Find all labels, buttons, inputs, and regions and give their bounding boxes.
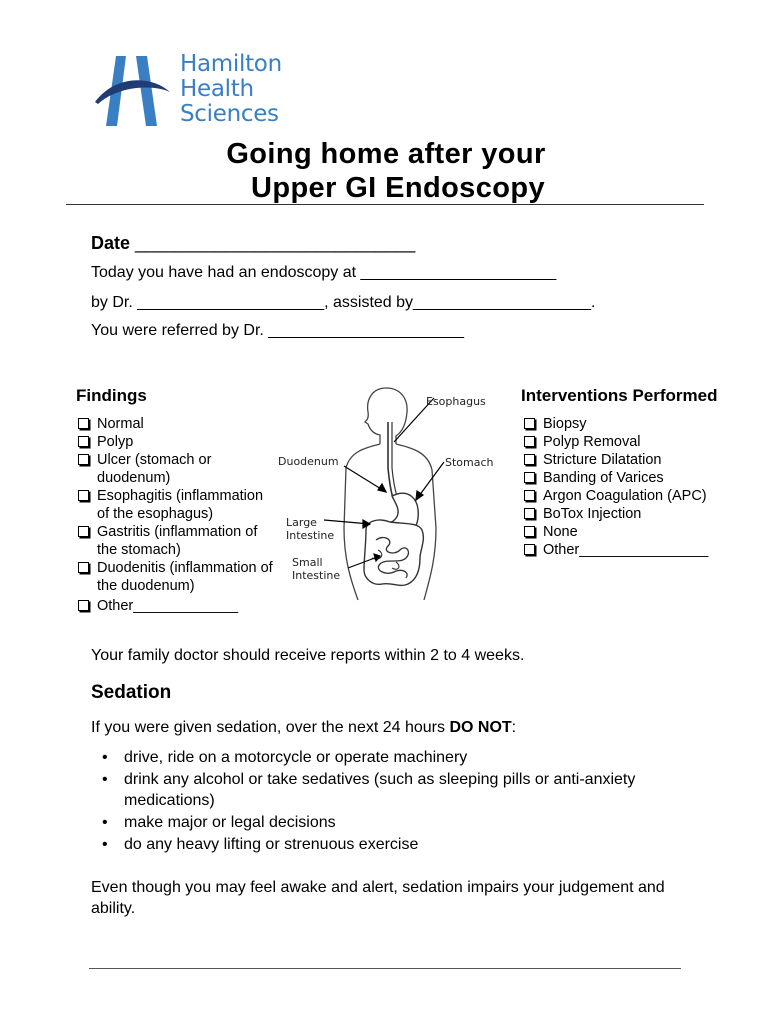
sedation-intro-text: If you were given sedation, over the next 24 hours <box>91 719 450 736</box>
intervention-label: Banding of Varices <box>543 470 664 486</box>
small-intestine-label-2: Intestine <box>292 569 341 582</box>
finding-item <box>76 451 276 487</box>
checkbox-icon <box>78 600 89 611</box>
checkbox-icon <box>524 544 535 555</box>
finding-label: Ulcer (stomach or duodenum) <box>97 452 212 486</box>
findings-heading: Findings <box>76 386 147 405</box>
intervention-label: Biopsy <box>543 416 587 432</box>
intervention-label: Polyp Removal <box>543 434 641 450</box>
sedation-warning: Even though you may feel awake and alert, sedation impairs your judgement and ability. <box>91 879 665 917</box>
title-divider <box>66 204 704 205</box>
doctor-line: by Dr. _____________________, assisted by____________________. <box>91 294 596 311</box>
finding-item <box>76 487 276 523</box>
checkbox-icon <box>78 436 89 447</box>
large-intestine-label-1: Large <box>286 516 317 529</box>
intervention-label: Stricture Dilatation <box>543 452 662 468</box>
finding-label: Esophagitis (inflammation of the esophagus) <box>97 488 264 522</box>
checkbox-icon <box>524 436 535 447</box>
endoscopy-location-line: Today you have had an endoscopy at ______________________ <box>91 264 557 281</box>
sedation-bullet: • drink any alcohol or take sedatives (such as sleeping pills or anti-anxiety medications) <box>100 769 720 811</box>
intervention-item <box>522 451 752 469</box>
logo-line-1: Hamilton <box>180 51 282 77</box>
intervention-item <box>522 433 752 451</box>
finding-label: Normal <box>97 416 144 432</box>
page-title <box>0 137 770 205</box>
sedation-bullet: • make major or legal decisions <box>100 812 720 833</box>
intervention-label: None <box>543 524 578 540</box>
checkbox-icon <box>78 418 89 429</box>
finding-label: Gastritis (inflammation of the stomach) <box>97 524 258 558</box>
referring-doctor-line: You were referred by Dr. ______________________ <box>91 322 465 339</box>
footer-divider <box>89 968 681 969</box>
date-label: Date <box>91 233 131 253</box>
checkbox-icon <box>524 454 535 465</box>
checkbox-icon <box>78 490 89 501</box>
small-intestine-label-1: Small <box>292 556 323 569</box>
finding-label: Other_____________ <box>97 598 239 614</box>
logo-wordmark <box>180 52 282 127</box>
sedation-heading: Sedation <box>91 682 172 703</box>
interventions-heading: Interventions Performed <box>521 386 718 405</box>
intervention-label: Argon Coagulation (APC) <box>543 488 707 504</box>
checkbox-icon <box>524 508 535 519</box>
intervention-item <box>522 469 752 487</box>
finding-item <box>76 559 276 595</box>
intervention-item <box>522 541 752 559</box>
sedation-bullet: • drive, ride on a motorcycle or operate machinery <box>100 747 720 768</box>
sedation-intro-colon: : <box>511 719 517 736</box>
duodenum-label: Duodenum <box>278 455 339 468</box>
stomach-label: Stomach <box>445 456 494 469</box>
checkbox-icon <box>78 526 89 537</box>
sedation-do-not: DO NOT <box>449 719 512 736</box>
date-blank: ____________________________ <box>130 233 416 253</box>
esophagus-label: Esophagus <box>426 395 486 408</box>
finding-item <box>76 433 276 451</box>
checkbox-icon <box>78 562 89 573</box>
large-intestine-label-2: Intestine <box>286 529 335 542</box>
sedation-restrictions-list <box>100 747 720 856</box>
intervention-label: Other________________ <box>543 542 709 558</box>
logo-line-3: Sciences <box>180 101 279 127</box>
checkbox-icon <box>524 472 535 483</box>
sedation-bullet: • do any heavy lifting or strenuous exercise <box>100 834 720 855</box>
interventions-checklist <box>522 415 752 559</box>
date-field <box>91 233 415 254</box>
hamilton-health-sciences-logo-icon <box>92 52 182 132</box>
reports-note: Your family doctor should receive reports within 2 to 4 weeks. <box>91 647 525 664</box>
digestive-system-diagram <box>268 378 508 610</box>
checkbox-icon <box>524 418 535 429</box>
sedation-intro <box>91 719 516 737</box>
finding-item <box>76 415 276 433</box>
intervention-item <box>522 523 752 541</box>
intervention-item <box>522 415 752 433</box>
finding-label: Duodenitis (inflammation of the duodenum) <box>97 560 273 594</box>
intervention-label: BoTox Injection <box>543 506 642 522</box>
findings-checklist <box>76 415 276 615</box>
finding-item <box>76 523 276 559</box>
intervention-item <box>522 487 752 505</box>
title-line-2: Upper GI Endoscopy <box>250 172 545 204</box>
checkbox-icon <box>524 526 535 537</box>
title-line-1: Going home after your <box>226 138 546 170</box>
intervention-item <box>522 505 752 523</box>
finding-label: Polyp <box>97 434 134 450</box>
checkbox-icon <box>78 454 89 465</box>
checkbox-icon <box>524 490 535 501</box>
logo-line-2: Health <box>180 76 254 102</box>
finding-item <box>76 597 276 615</box>
